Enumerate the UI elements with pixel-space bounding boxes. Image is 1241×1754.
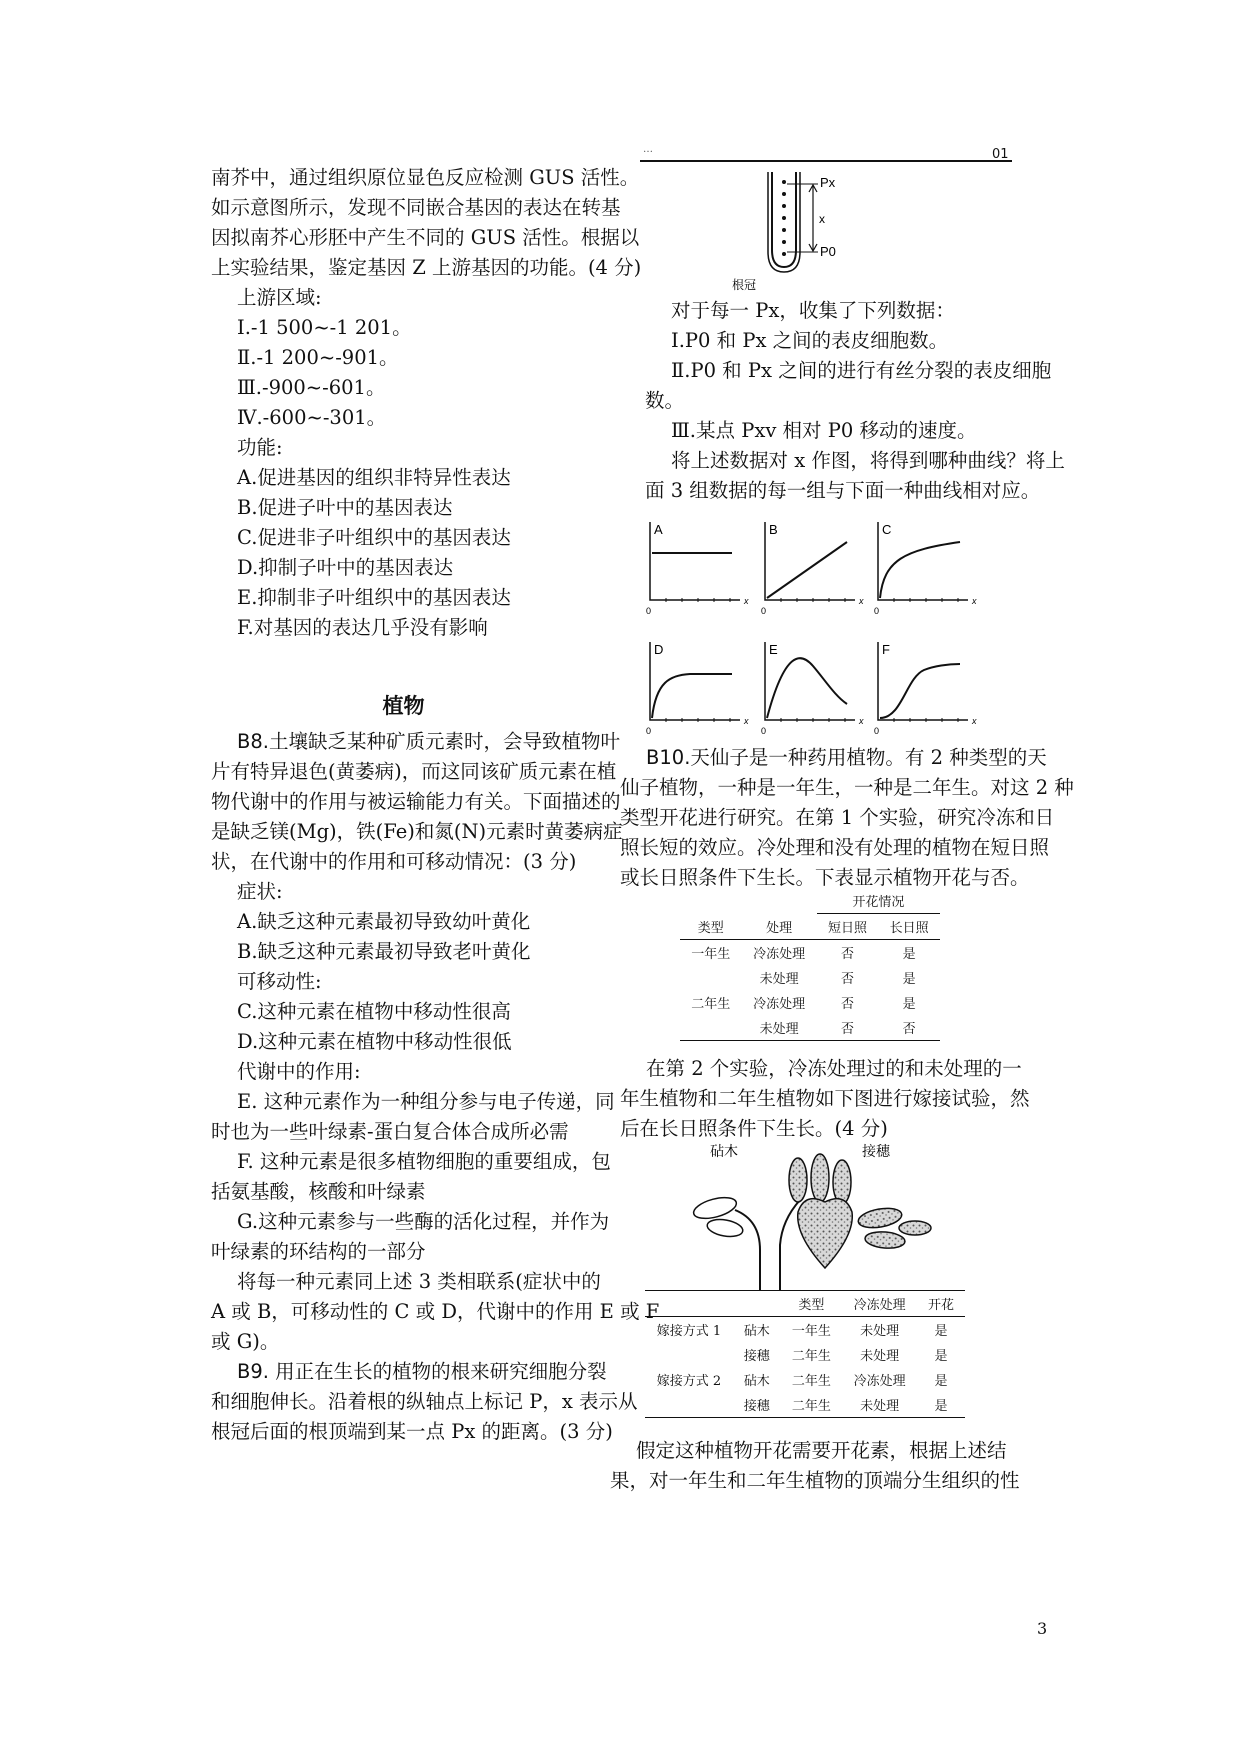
function-item: D.抑制子叶中的基因表达 <box>237 556 454 579</box>
text-line: 后在长日照条件下生长。(4 分) <box>620 1117 888 1140</box>
table-cell: 砧木 <box>743 1374 770 1389</box>
table-row <box>645 1367 965 1392</box>
text-line: 如示意图所示，发现不同嵌合基因的表达在转基 <box>211 196 621 219</box>
graph-label: A <box>654 522 663 537</box>
function-item: B.促进子叶中的基因表达 <box>237 496 453 519</box>
table-cell: 冷冻处理 <box>753 997 806 1012</box>
text-line: 假定这种植物开花需要开花素，根据上述结 <box>636 1439 1007 1462</box>
text-line: 对于每一 Px，收集了下列数据： <box>671 299 955 322</box>
cap-label: 根冠 <box>732 278 757 292</box>
table-cell: 是 <box>902 972 916 987</box>
table-cell: 未处理 <box>860 1349 900 1364</box>
upstream-item: Ⅳ.-600~-301。 <box>237 406 387 429</box>
mobility-item: D.这种元素在植物中移动性很低 <box>237 1030 512 1053</box>
text-line: 年生植物和二年生植物如下图进行嫁接试验，然 <box>620 1087 1030 1110</box>
function-item: F.对基因的表达几乎没有影响 <box>237 616 488 639</box>
graph-x-label: x <box>859 596 864 606</box>
root-diagram <box>720 172 850 292</box>
graph-label: C <box>882 522 892 537</box>
text-line: Ⅲ.某点 Pxv 相对 P0 移动的速度。 <box>671 419 977 442</box>
graph-origin-label: 0 <box>761 726 767 736</box>
table-cell: 是 <box>934 1374 948 1389</box>
graph-x-label: x <box>744 716 749 726</box>
symptom-title: 症状: <box>237 880 283 903</box>
graph-label: E <box>769 642 778 657</box>
table-cell: 二年生 <box>691 997 731 1012</box>
text-line: 面 3 组数据的每一组与下面一种曲线相对应。 <box>645 479 1041 502</box>
table-row <box>680 965 940 990</box>
graph-axes <box>650 522 740 600</box>
table-header: 处理 <box>766 920 793 936</box>
graph-curve <box>880 542 960 598</box>
graft-illustration <box>690 1140 950 1290</box>
upstream-item: Ⅰ.-1 500~-1 201。 <box>237 316 412 339</box>
function-item: C.促进非子叶组织中的基因表达 <box>237 526 511 549</box>
text-line: 数。 <box>645 389 685 412</box>
role-item: F. 这种元素是很多植物细胞的重要组成，包 <box>237 1150 611 1173</box>
table-cell: 未处理 <box>759 972 799 987</box>
table-row <box>680 990 940 1015</box>
table-row <box>680 940 940 966</box>
table-cell: 否 <box>841 947 855 962</box>
question-number: B10. <box>646 746 691 769</box>
table-cell: 嫁接方式 2 <box>656 1374 722 1389</box>
role-item: 时也为一些叶绿素-蛋白复合体合成所必需 <box>211 1120 569 1143</box>
text-line: 南芥中，通过组织原位显色反应检测 GUS 活性。 <box>211 166 640 189</box>
text-line: 用正在生长的植物的根来研究细胞分裂 <box>268 1360 607 1383</box>
text-line: 土壤缺乏某种矿质元素时，会导致植物叶 <box>268 730 620 753</box>
curve-graph-d <box>640 640 760 750</box>
left-column <box>211 163 660 1447</box>
graph-label: D <box>654 642 664 657</box>
role-item: G.这种元素参与一些酶的活化过程，并作为 <box>237 1210 610 1233</box>
table-cell: 否 <box>841 997 855 1012</box>
table-cell: 未处理 <box>860 1324 900 1339</box>
table-cell: 嫁接方式 1 <box>656 1324 722 1339</box>
table-header: 类型 <box>697 920 724 936</box>
table-header <box>733 1291 781 1317</box>
table-cell: 是 <box>934 1324 948 1339</box>
graph-curve <box>880 664 960 718</box>
stock-label: 砧木 <box>710 1144 738 1160</box>
table-cell: 否 <box>841 1022 855 1037</box>
right-column-text <box>645 296 1065 506</box>
table-cell <box>680 965 742 990</box>
graph-axes <box>878 522 968 600</box>
text-line: 照长短的效应。冷处理和没有处理的植物在短日照 <box>620 836 1050 859</box>
header-page-number: 01 <box>992 147 1009 162</box>
table-cell: 冷冻处理 <box>753 947 806 962</box>
table-header: 长日照 <box>889 921 929 936</box>
section-title: 植物 <box>382 694 425 718</box>
graph-axes <box>650 642 740 720</box>
text-line: 根冠后面的根顶端到某一点 Px 的距离。(3 分) <box>211 1420 613 1443</box>
question-number: B9. <box>237 1360 269 1383</box>
text-line: 上实验结果，鉴定基因 Z 上游基因的功能。(4 分) <box>211 256 642 279</box>
text-line: 状，在代谢中的作用和可移动情况：(3 分) <box>211 850 577 873</box>
role-item: 括氨基酸，核酸和叶绿素 <box>211 1180 426 1203</box>
table-cell: 接穗 <box>743 1399 770 1414</box>
function-title: 功能: <box>237 436 283 459</box>
graph-origin-label: 0 <box>761 606 767 616</box>
b10-text <box>620 743 1074 893</box>
table-cell: 一年生 <box>791 1324 831 1339</box>
graph-axes <box>878 642 968 720</box>
header-rule <box>640 160 1012 162</box>
table-cell: 是 <box>902 997 916 1012</box>
role-item: 叶绿素的环结构的一部分 <box>211 1240 426 1263</box>
table-row <box>645 1342 965 1367</box>
table-cell: 否 <box>841 972 855 987</box>
instruction-line: 或 G)。 <box>211 1330 280 1353</box>
table-cell: 二年生 <box>791 1399 831 1414</box>
table-cell: 未处理 <box>860 1399 900 1414</box>
table-cell: 是 <box>902 947 916 962</box>
table-row <box>645 1392 965 1418</box>
table-header: 短日照 <box>828 921 868 936</box>
symptom-item: B.缺乏这种元素最初导致老叶黄化 <box>237 940 531 963</box>
graph-x-label: x <box>972 596 977 606</box>
text-line: 或长日照条件下生长。下表显示植物开花与否。 <box>620 866 1030 889</box>
table-row <box>645 1317 965 1343</box>
table-header: 类型 <box>798 1298 825 1313</box>
graft-table <box>645 1290 965 1418</box>
curve-graph-f <box>868 640 988 750</box>
role-item: E. 这种元素作为一种组分参与电子传递，同 <box>237 1090 615 1113</box>
px-label: Px <box>820 175 836 190</box>
page-number: 3 <box>1037 1619 1048 1638</box>
text-line: 果，对一年生和二年生植物的顶端分生组织的性 <box>610 1469 1020 1492</box>
table-cell: 是 <box>934 1349 948 1364</box>
mobility-item: C.这种元素在植物中移动性很高 <box>237 1000 511 1023</box>
exp2-text <box>620 1054 1030 1144</box>
scion-label: 接穗 <box>862 1144 890 1160</box>
instruction-line: 将每一种元素同上述 3 类相联系(症状中的 <box>237 1270 601 1293</box>
header-dots: … <box>643 144 653 155</box>
table-cell <box>645 1342 733 1367</box>
text-line: 将上述数据对 x 作图，将得到哪种曲线？将上 <box>671 449 1065 472</box>
table-cell: 接穗 <box>743 1349 770 1364</box>
graph-axes <box>765 522 855 600</box>
graph-label: F <box>882 642 890 657</box>
text-line: 片有特异退色(黄萎病)，而这同该矿质元素在植 <box>211 760 617 783</box>
text-line: 在第 2 个实验，冷冻处理过的和未处理的一 <box>646 1057 1022 1080</box>
text-line: 因拟南芥心形胚中产生不同的 GUS 活性。根据以 <box>211 226 640 249</box>
table-cell: 否 <box>902 1022 916 1037</box>
curve-graph-a <box>640 520 760 630</box>
curve-graph-c <box>868 520 988 630</box>
text-line: 类型开花进行研究。在第 1 个实验，研究冷冻和日 <box>620 806 1055 829</box>
symptom-item: A.缺乏这种元素最初导致幼叶黄化 <box>237 910 531 933</box>
table-row <box>680 1015 940 1041</box>
table-cell: 冷冻处理 <box>853 1374 906 1389</box>
upstream-title: 上游区域: <box>237 286 322 309</box>
table-header: 开花 <box>928 1298 955 1313</box>
text-line: 天仙子是一种药用植物。有 2 种类型的天 <box>690 746 1047 769</box>
graph-origin-label: 0 <box>646 726 652 736</box>
upstream-item: Ⅲ.-900~-601。 <box>237 376 386 399</box>
graph-origin-label: 0 <box>646 606 652 616</box>
question-number: B8. <box>237 730 269 753</box>
table-cell: 一年生 <box>691 947 731 962</box>
table-cell <box>645 1392 733 1418</box>
text-line: 是缺乏镁(Mg)，铁(Fe)和氮(N)元素时黄萎病症 <box>211 820 623 843</box>
table-header: 冷冻处理 <box>853 1298 906 1313</box>
table-cell: 砧木 <box>743 1324 770 1339</box>
text-line: Ⅱ.P0 和 Px 之间的进行有丝分裂的表皮细胞 <box>671 359 1052 382</box>
graph-curve <box>767 542 847 598</box>
table-cell: 是 <box>934 1399 948 1414</box>
graph-curve <box>767 658 847 718</box>
text-line: 物代谢中的作用与被运输能力有关。下面描述的 <box>211 790 621 813</box>
graph-origin-label: 0 <box>874 726 880 736</box>
table-cell: 未处理 <box>759 1022 799 1037</box>
table-cell: 二年生 <box>791 1374 831 1389</box>
x-label: x <box>819 212 825 226</box>
instruction-line: A 或 B，可移动性的 C 或 D，代谢中的作用 E 或 F <box>211 1300 660 1323</box>
table-cell: 二年生 <box>791 1349 831 1364</box>
graph-origin-label: 0 <box>874 606 880 616</box>
table-cell <box>680 1015 742 1041</box>
role-title: 代谢中的作用: <box>237 1060 361 1083</box>
graph-x-label: x <box>972 716 977 726</box>
function-item: A.促进基因的组织非特异性表达 <box>237 466 511 489</box>
flowering-table <box>680 888 940 1041</box>
graph-label: B <box>769 522 778 537</box>
curve-graph-e <box>755 640 875 750</box>
upstream-item: Ⅱ.-1 200~-901。 <box>237 346 399 369</box>
function-item: E.抑制非子叶组织中的基因表达 <box>237 586 511 609</box>
graph-x-label: x <box>859 716 864 726</box>
text-line: 仙子植物，一种是一年生，一种是二年生。对这 2 种 <box>620 776 1074 799</box>
table-header <box>645 1291 733 1317</box>
text-line: 和细胞伸长。沿着根的纵轴点上标记 P，x 表示从 <box>211 1390 638 1413</box>
mobility-title: 可移动性: <box>237 970 322 993</box>
p0-label: P0 <box>820 244 836 259</box>
text-line: Ⅰ.P0 和 Px 之间的表皮细胞数。 <box>671 329 949 352</box>
graph-curve <box>652 674 732 718</box>
graph-x-label: x <box>744 596 749 606</box>
closing-text <box>610 1436 1020 1496</box>
curve-graph-b <box>755 520 875 630</box>
table-group-header: 开花情况 <box>817 888 940 914</box>
